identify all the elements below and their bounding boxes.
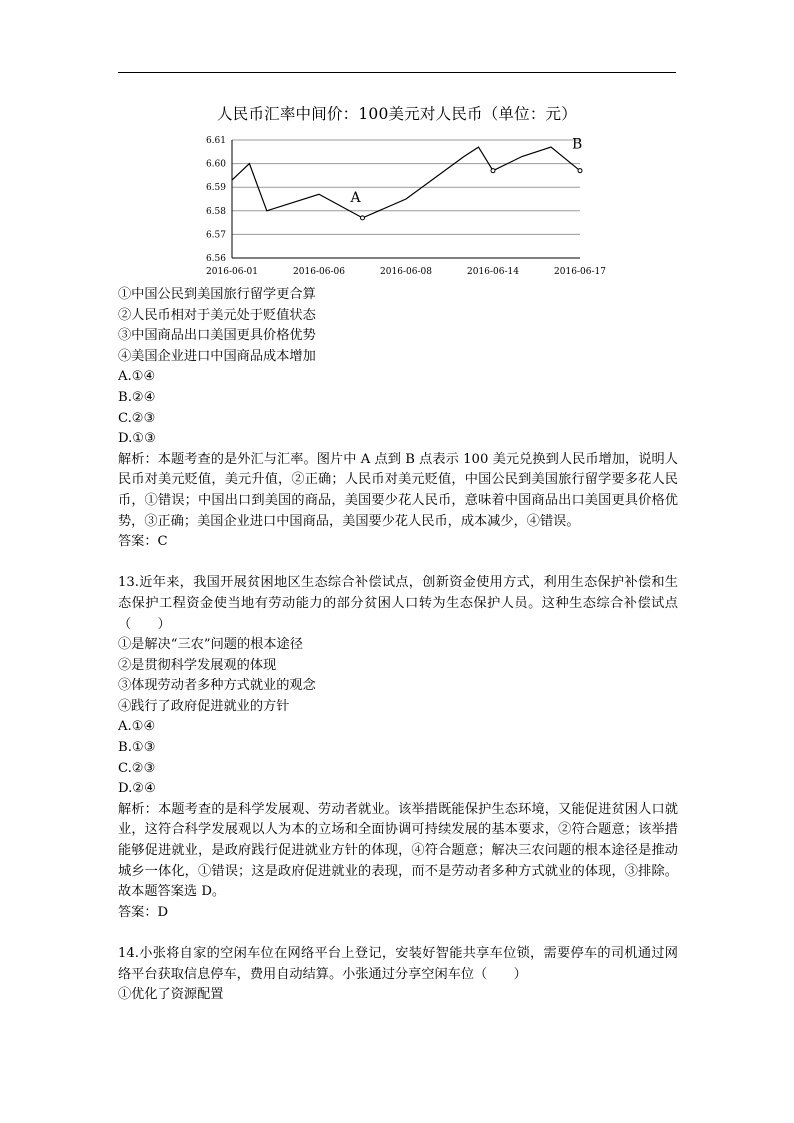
x-tick-label: 2016-06-08 [380,267,432,277]
q14-stem: 14.小张将自家的空闲车位在网络平台上登记，安装好智能共享车位锁，需要停车的司机通过网络平台获取信息停车，费用自动结算。小张通过分享空闲车位（ ） [118,946,678,982]
q14-option-1: ①优化了资源配置 [118,987,224,1003]
q12-option-3: ③中国商品出口美国更具价格优势 [118,328,316,344]
q13-option-3: ③体现劳动者多种方式就业的观念 [118,678,316,694]
q12-option-4: ④美国企业进口中国商品成本增加 [118,348,316,364]
y-tick-label: 6.60 [205,159,226,170]
q12-analysis: 解析：本题考查的是外汇与汇率。图片中 A 点到 B 点表示 100 美元兑换到人民币增加，说明人民币对美元贬值，美元升值，②正确；人民币对美元贬值，中国公民到美国旅行留学要多花人民币，①错误；中国出口到美国的商品，美国要少花人民币，意味着中国商品出口美国更具价格优势，③正确；美国企业进口中国商品，美国要少花人民币，成本减少，④错误。 [118,451,678,529]
q13-option-2: ②是贯彻科学发展观的体现 [118,657,277,673]
q13-option-1: ①是解决“三农”问题的根本途径 [118,637,303,653]
x-tick-label: 2016-06-01 [206,267,258,277]
q12-choice-a: A.①④ [118,369,156,385]
y-tick-label: 6.56 [205,254,226,264]
x-tick-label: 2016-06-14 [467,267,519,277]
y-tick-label: 6.59 [205,183,226,194]
q13-stem: 13.近年来，我国开展贫困地区生态综合补偿试点，创新资金使用方式，利用生态保护补偿和生态保护工程资金使当地有劳动能力的部分贫困人口转为生态保护人员。这种生态综合补偿试点（ ） [118,575,678,632]
q13-choice-c: C.②③ [118,760,156,776]
x-tick-label: 2016-06-17 [554,267,606,277]
question-content [118,285,678,1006]
chart-title: 人民币汇率中间价：100美元对人民币（单位：元） [217,105,577,123]
data-point [361,216,365,220]
q13-answer: 答案：D [118,904,169,920]
y-tick-label: 6.57 [205,230,226,241]
q12-option-1: ①中国公民到美国旅行留学更合算 [118,287,316,302]
q12-choice-d: D.①③ [118,431,156,447]
y-tick-label: 6.61 [205,136,226,146]
q13-option-4: ④践行了政府促进就业的方针 [118,698,290,714]
x-tick-label: 2016-06-06 [293,267,345,277]
q13-choice-a: A.①④ [118,719,156,735]
q12-choice-b: B.②④ [118,389,156,405]
y-tick-label: 6.58 [205,206,226,217]
q13-analysis: 解析：本题考查的是科学发展观、劳动者就业。该举措既能保护生态环境，又能促进贫困人口就业，这符合科学发展观以人为本的立场和全面协调可持续发展的基本要求，②符合题意；该举措能够促进就业，是政府践行促进就业方针的体现，④符合题意；解决三农问题的根本途径是推动城乡一体化，①错误；这是政府促进就业的表现，而不是劳动者多种方式就业的体现，③排除。故本题答案选 D。 [118,801,678,900]
annotation-label: A [350,189,361,206]
data-point [578,169,582,173]
exchange-rate-chart [195,130,606,280]
annotation-label: B [572,136,583,153]
q12-choice-c: C.②③ [118,410,156,426]
q13-choice-d: D.②④ [118,781,156,797]
series-line [232,147,580,218]
header-rule [118,72,676,73]
q12-option-2: ②人民币相对于美元处于贬值状态 [118,307,316,323]
q13-choice-b: B.①③ [118,740,156,756]
data-point [491,169,495,173]
q12-answer: 答案：C [118,534,168,550]
